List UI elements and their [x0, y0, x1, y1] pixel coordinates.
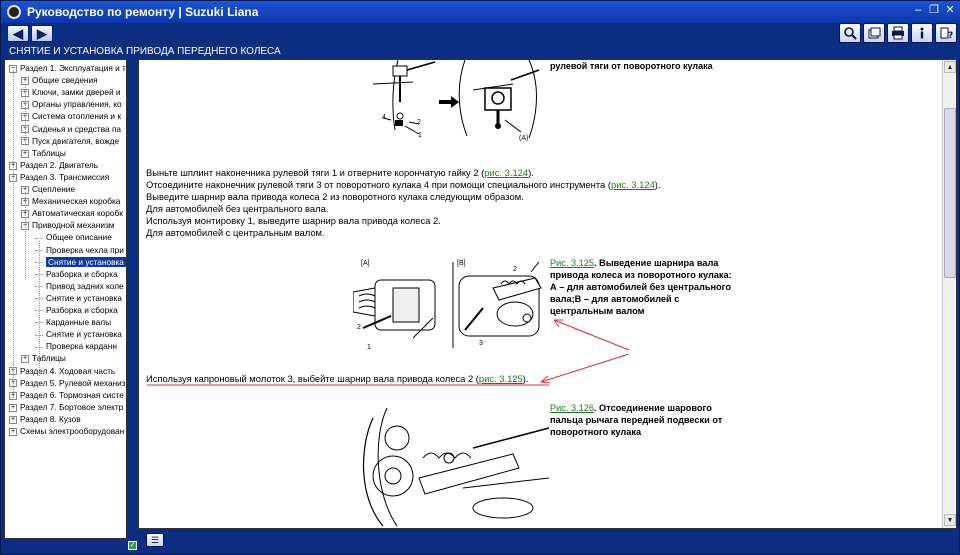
para-1-line-4: Для автомобилей без центрального вала. — [146, 203, 329, 214]
sync-checkbox[interactable]: ✓ — [129, 542, 136, 549]
collapse-icon[interactable]: − — [10, 64, 16, 72]
toc-item-label: Общее описание — [46, 232, 112, 243]
section-title: СНЯТИЕ И УСТАНОВКА ПРИВОДА ПЕРЕДНЕГО КОЛЕСА — [1, 45, 960, 59]
toc-item-label: Проверка карданн — [46, 341, 117, 352]
link-fig-3-124-b[interactable]: рис. 3.124 — [610, 179, 655, 190]
fig-125-label-2a: 2 — [357, 324, 361, 331]
content-frame — [138, 59, 957, 529]
minimize-button[interactable]: – — [914, 4, 922, 16]
toc-item-label: Разборка и сборка — [46, 268, 118, 279]
toc-item-label: Раздел 7. Бортовое электр — [20, 401, 124, 412]
toc-item[interactable] — [9, 365, 127, 377]
toc-item-label: Пуск двигателя, вожде — [32, 135, 120, 146]
title-bar[interactable] — [1, 1, 960, 23]
toc-item[interactable] — [35, 256, 127, 268]
toc-item[interactable] — [35, 280, 127, 292]
toc-item[interactable] — [21, 98, 127, 110]
toc-item-label: Приводной механизм — [32, 220, 115, 231]
menu-button[interactable]: ☰ — [146, 533, 164, 547]
toc-item[interactable] — [21, 352, 127, 364]
bookmarks-button[interactable] — [863, 23, 885, 43]
fig-125-caption: Рис. 3.125. Выведение шарнира вала привода колеса из поворотного кулака: А – для автомобилей без центрального вала;В – для автомобилей с центральным валом — [550, 258, 732, 316]
toc-item-label: Привод задних коле — [46, 280, 124, 291]
link-fig-3-125-caption[interactable]: Рис. 3.125 — [550, 258, 594, 268]
toc-item[interactable] — [35, 304, 127, 316]
toc-item[interactable] — [9, 389, 127, 401]
expand-icon[interactable]: + — [10, 379, 16, 387]
link-fig-3-124-a[interactable]: рис. 3.124 — [484, 167, 529, 178]
toc-item-label: Раздел 2. Двигатель — [20, 159, 99, 170]
figure-3-126 — [353, 398, 553, 528]
toc-item-label: Снятие и установка — [46, 292, 122, 303]
expand-icon[interactable]: + — [22, 355, 28, 363]
toc-item[interactable] — [21, 74, 127, 86]
toc-item[interactable] — [35, 316, 127, 328]
toc-item[interactable] — [9, 413, 127, 425]
para-1-line-1: Выньте шплинт наконечника рулевой тяги 1 и отверните корончатую гайку 2 (рис. 3.124). — [146, 167, 534, 178]
tree-guide-line — [39, 241, 40, 376]
toc-item[interactable] — [35, 231, 127, 243]
figure-3-124 — [353, 60, 553, 140]
toc-item[interactable] — [35, 328, 127, 340]
toc-item-label: Раздел 8. Кузов — [20, 413, 81, 424]
window-title: Руководство по ремонту | Suzuki Liana — [27, 5, 259, 19]
tree-guide-line — [13, 70, 14, 400]
fig-124-label-4: 4 — [382, 114, 386, 121]
toc-item[interactable] — [21, 219, 127, 231]
para-1-line-3: Выведите шарнир вала привода колеса 2 из поворотного кулака следующим образом. — [146, 191, 524, 202]
print-button[interactable] — [887, 23, 909, 43]
toc-item-label: Сцепление — [32, 184, 76, 194]
fig-125-label-a: [A] — [361, 260, 370, 267]
toc-item-label: Ключи, замки дверей и — [32, 87, 121, 98]
expand-icon[interactable]: + — [22, 76, 28, 84]
fig-125-label-2b: 2 — [513, 266, 517, 273]
expand-icon[interactable]: + — [22, 113, 28, 121]
fig-124-label-2: 2 — [417, 119, 421, 126]
para-1-line-5: Используя монтировку 1, выведите шарнир вала привода колеса 2. — [146, 215, 441, 226]
forward-button[interactable]: ▶ — [31, 25, 53, 42]
toc-item[interactable] — [35, 268, 127, 280]
expand-icon[interactable]: + — [22, 137, 28, 145]
toc-item[interactable] — [9, 377, 127, 389]
link-fig-3-125[interactable]: рис. 3.125 — [478, 373, 523, 384]
close-button[interactable]: ✕ — [945, 4, 955, 16]
toc-item[interactable] — [35, 292, 127, 304]
fig-125-label-1: 1 — [367, 344, 371, 351]
content-scrollbar[interactable] — [942, 60, 956, 528]
expand-icon[interactable]: + — [22, 125, 28, 133]
toc-item[interactable] — [21, 207, 127, 219]
toc-item[interactable] — [21, 195, 127, 207]
scroll-thumb[interactable] — [944, 108, 956, 278]
content-area[interactable] — [139, 60, 942, 528]
toc-item-label: Автоматическая коробк — [32, 208, 123, 219]
bookmarks-icon — [867, 26, 881, 40]
toc-item[interactable] — [9, 401, 127, 413]
fig-124-label-a: (A) — [519, 135, 529, 142]
toc-item[interactable] — [9, 159, 127, 171]
print-icon — [891, 26, 905, 40]
fig-126-caption: Рис. 3.126. Отсоединение шарового пальца рычага передней подвески от поворотного кулака — [550, 403, 723, 437]
toc-item-label: Органы управления, ко — [32, 99, 122, 110]
expand-icon[interactable]: + — [10, 403, 16, 411]
expand-icon[interactable]: + — [22, 149, 28, 157]
help-button[interactable] — [935, 23, 957, 43]
toc-item-label: Таблицы — [32, 147, 66, 158]
fig-124-label-1: 1 — [418, 132, 422, 139]
restore-button[interactable]: ❐ — [929, 4, 939, 16]
toc-item-label: Механическая коробка — [32, 196, 121, 207]
toc-item[interactable] — [35, 340, 127, 352]
toc-item[interactable] — [21, 135, 127, 147]
app-logo-icon — [7, 5, 21, 19]
svg-text:?: ? — [948, 31, 953, 40]
expand-icon[interactable]: + — [10, 427, 16, 435]
expand-icon[interactable]: + — [10, 367, 16, 375]
toc-item-label: Разборка и сборка — [46, 305, 118, 315]
expand-icon[interactable]: + — [22, 185, 28, 193]
expand-icon[interactable]: + — [22, 89, 28, 96]
toolbar — [1, 23, 960, 45]
back-button[interactable]: ◀ — [7, 25, 29, 42]
tree-connector — [35, 238, 43, 239]
toc-item-label: Общие сведения — [32, 75, 98, 86]
fig-125-label-b: [B] — [457, 260, 466, 267]
toc-item-label: Раздел 5. Рулевой механиз — [20, 377, 126, 388]
toc-item-label: Раздел 1. Эксплуатация и т — [20, 63, 126, 73]
toc-item-label: Раздел 6. Тормозная систе — [20, 389, 124, 400]
para-1-line-6: Для автомобилей с центральным валом. — [146, 227, 325, 238]
toc-item[interactable] — [21, 110, 127, 122]
scroll-down-button[interactable]: ▼ — [944, 514, 956, 526]
toc-item-label: Раздел 4. Ходовая часть — [20, 365, 116, 376]
link-fig-3-126-caption[interactable]: Рис. 3.126 — [550, 403, 594, 413]
collapse-icon[interactable]: − — [10, 173, 16, 181]
expand-icon[interactable]: + — [10, 391, 16, 399]
help-icon — [939, 26, 953, 40]
info-button[interactable] — [911, 23, 933, 43]
para-2-line-1: Используя капроновый молоток 3, выбейте шарнир вала привода колеса 2 (рис. 3.125). — [146, 373, 529, 384]
status-bar — [138, 529, 957, 551]
para-1-line-2: Отсоедините наконечник рулевой тяги 3 от поворотного кулака 4 при помощи специального инструмента (рис. 3.124). — [146, 179, 661, 190]
toc-item[interactable] — [9, 425, 127, 437]
search-button[interactable] — [839, 23, 861, 43]
toc-tree[interactable] — [4, 59, 127, 539]
toc-item[interactable] — [21, 123, 127, 135]
toc-item-label: Таблицы — [32, 353, 66, 364]
expand-icon[interactable]: + — [22, 101, 28, 109]
toc-item-label: Карданные валы — [46, 317, 112, 328]
toc-item[interactable] — [21, 147, 127, 159]
expand-icon[interactable]: + — [10, 161, 16, 169]
toc-item-label: Снятие и установка — [46, 329, 122, 340]
toc-item[interactable] — [35, 244, 127, 256]
toc-item-label: Сиденья и средства па — [32, 123, 122, 134]
toc-item-label: Раздел 3. Трансмиссия — [20, 171, 110, 182]
toc-item-label: Снятие и установка — [48, 256, 124, 267]
toc-item[interactable] — [9, 171, 127, 183]
toc-item-label: Схемы электрооборудован — [20, 426, 125, 436]
expand-icon[interactable]: + — [22, 197, 28, 205]
collapse-icon[interactable]: − — [22, 222, 28, 230]
tree-guide-line — [25, 192, 26, 280]
fig-125-label-3: 3 — [479, 340, 483, 347]
scroll-up-button[interactable]: ▲ — [944, 61, 956, 73]
toc-item[interactable] — [9, 62, 127, 74]
toc-item[interactable] — [21, 183, 127, 195]
toc-item-label: Система отопления и к — [32, 111, 122, 122]
info-icon — [915, 26, 929, 40]
expand-icon[interactable]: + — [22, 210, 28, 217]
fig-124-caption-tail: рулевой тяги от поворотного кулака — [550, 61, 713, 71]
tree-guide-line — [25, 84, 26, 144]
search-icon — [843, 26, 857, 40]
expand-icon[interactable]: + — [10, 415, 16, 423]
toc-item[interactable] — [21, 86, 127, 98]
toc-item-label: Проверка чехла при — [46, 244, 124, 255]
